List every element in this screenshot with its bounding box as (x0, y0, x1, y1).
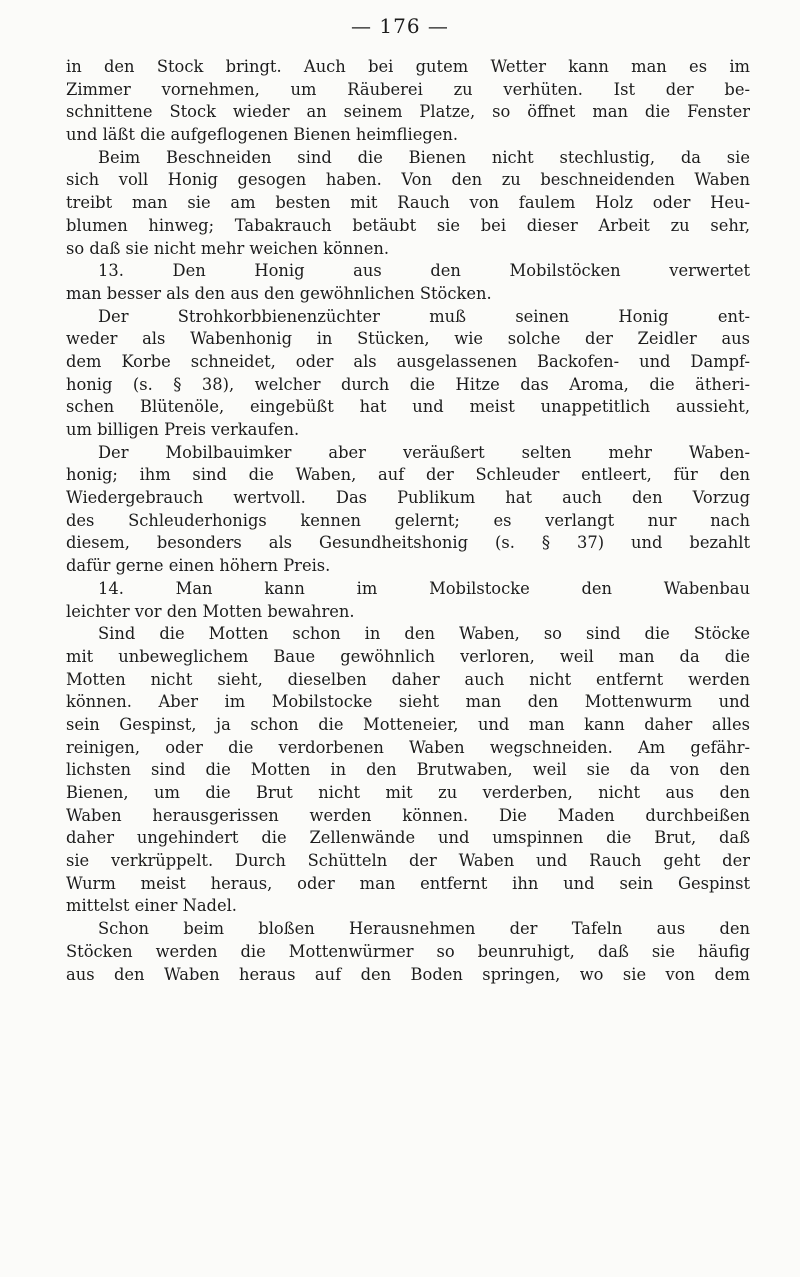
section-heading: man besser als den aus den gewöhnlichen Stöcken. (66, 283, 492, 303)
page-number: — 176 — (351, 14, 449, 38)
section-heading: 13. Den Honig aus den Mobilstöcken verwertet (98, 261, 750, 281)
text-line: schnittene Stock wieder an seinem Platze, so öffnet man die Fenster (66, 102, 750, 122)
text-line: reinigen, oder die verdorbenen Waben wegschneiden. Am gefähr- (66, 737, 750, 757)
section-heading: 14. Man kann im Mobilstocke den Wabenbau (98, 578, 750, 598)
text-line: können. Aber im Mobilstocke sieht man den Mottenwurm und (66, 692, 750, 712)
text-line: Stöcken werden die Mottenwürmer so beunruhigt, daß sie häufig (66, 941, 750, 961)
text-line: Waben herausgerissen werden können. Die Maden durchbeißen (66, 805, 750, 825)
text-line: treibt man sie am besten mit Rauch von faulem Holz oder Heu- (66, 193, 750, 213)
body-text (66, 56, 750, 986)
text-line: um billigen Preis verkaufen. (66, 420, 300, 439)
text-line: sich voll Honig gesogen haben. Von den zu beschneidenden Waben (66, 170, 750, 190)
text-line: schen Blütenöle, eingebüßt hat und meist unappetitlich aussieht, (66, 397, 750, 417)
text-line: mit unbeweglichem Baue gewöhnlich verloren, weil man da die (66, 646, 750, 666)
text-line: so daß sie nicht mehr weichen können. (66, 238, 390, 258)
text-line: dafür gerne einen höhern Preis. (66, 556, 331, 576)
text-line: Bienen, um die Brut nicht mit zu verderben, nicht aus den (66, 783, 750, 802)
text-line: Wiedergebrauch wertvoll. Das Publikum hat auch den Vorzug (66, 488, 750, 508)
text-line: sein Gespinst, ja schon die Motteneier, und man kann daher alles (66, 714, 750, 734)
text-line: weder als Wabenhonig in Stücken, wie solche der Zeidler aus (66, 329, 750, 349)
text-line: Motten nicht sieht, dieselben daher auch nicht entfernt werden (66, 669, 750, 689)
section-heading: leichter vor den Motten bewahren. (66, 601, 355, 621)
text-line: Sind die Motten schon in den Waben, so sind die Stöcke (98, 624, 750, 644)
text-line: sie verkrüppelt. Durch Schütteln der Waben und Rauch geht der (66, 851, 750, 871)
text-line: honig; ihm sind die Waben, auf der Schleuder entleert, für den (66, 465, 750, 485)
text-line: dem Korbe schneidet, oder als ausgelassenen Backofen- und Dampf- (66, 351, 750, 371)
text-line: und läßt die aufgeflogenen Bienen heimfliegen. (66, 125, 459, 145)
text-line: mittelst einer Nadel. (66, 896, 237, 916)
text-line: aus den Waben heraus auf den Boden springen, wo sie von dem (66, 964, 750, 984)
text-line: des Schleuderhonigs kennen gelernt; es verlangt nur nach (66, 510, 750, 530)
text-line: Zimmer vornehmen, um Räuberei zu verhüten. Ist der be- (66, 79, 750, 99)
text-line: Beim Beschneiden sind die Bienen nicht stechlustig, da sie (98, 147, 750, 167)
text-line: Schon beim bloßen Herausnehmen der Tafeln aus den (98, 919, 750, 939)
text-line: Der Mobilbauimker aber veräußert selten mehr Waben- (98, 442, 750, 462)
text-line: diesem, besonders als Gesundheitshonig (s. § 37) und bezahlt (66, 533, 750, 553)
text-line: daher ungehindert die Zellenwände und umspinnen die Brut, daß (66, 828, 750, 848)
text-line: lichsten sind die Motten in den Brutwaben, weil sie da von den (66, 760, 750, 780)
text-line: honig (s. § 38), welcher durch die Hitze das Aroma, die ätheri- (66, 374, 750, 394)
text-line: blumen hinweg; Tabakrauch betäubt sie bei dieser Arbeit zu sehr, (66, 215, 750, 235)
text-line: in den Stock bringt. Auch bei gutem Wetter kann man es im (66, 57, 750, 76)
text-line: Wurm meist heraus, oder man entfernt ihn und sein Gespinst (66, 873, 750, 893)
text-line: Der Strohkorbbienenzüchter muß seinen Honig ent- (98, 306, 750, 326)
